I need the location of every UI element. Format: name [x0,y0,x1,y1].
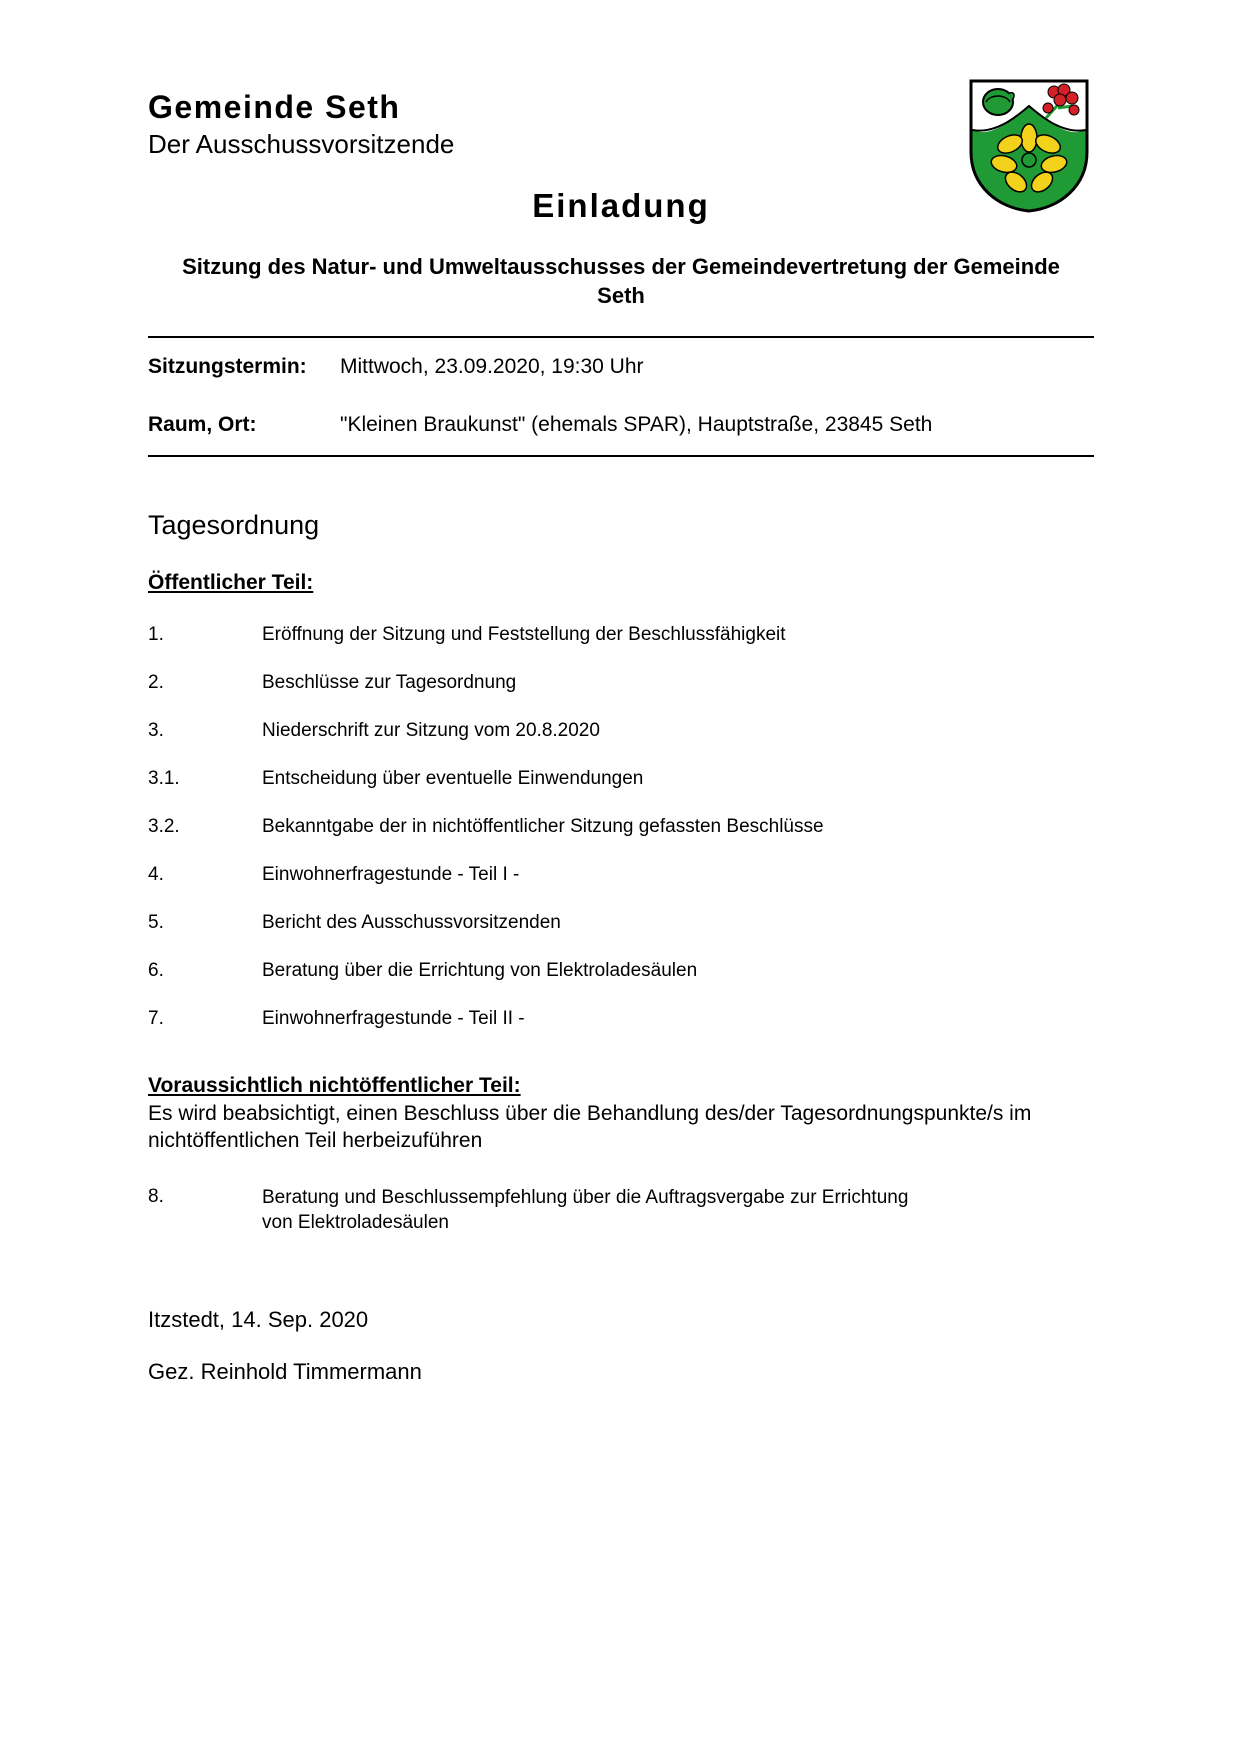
agenda-item-text: Beratung über die Errichtung von Elektroladesäulen [262,960,698,981]
acorn-icon [983,89,1014,115]
meeting-subtitle: Sitzung des Natur- und Umweltausschusses der Gemeindevertretung der Gemeinde Seth [182,254,1060,308]
meeting-place-value: "Kleinen Braukunst" (ehemals SPAR), Hauptstraße, 23845 Seth [340,413,933,436]
document-title: Einladung [532,187,710,224]
agenda-item-number: 8. [148,1186,164,1207]
agenda-item-number: 3.2. [148,816,180,837]
divider [148,336,1094,338]
sender-title: Der Ausschussvorsitzende [148,129,455,159]
agenda-heading: Tagesordnung [148,510,320,540]
meeting-date-label: Sitzungstermin: [148,355,307,378]
agenda-item-text: Einwohnerfragestunde - Teil I - [262,864,520,885]
agenda-item-number: 3. [148,720,164,741]
agenda-item-text: Entscheidung über eventuelle Einwendungen [262,768,644,789]
place-date: Itzstedt, 14. Sep. 2020 [148,1307,369,1332]
agenda-item-number: 4. [148,864,164,885]
agenda-item-text: Einwohnerfragestunde - Teil II - [262,1008,525,1029]
private-section-heading: Voraussichtlich nichtöffentlicher Teil: [148,1074,521,1097]
agenda-item-number: 6. [148,960,164,981]
agenda-item-text: Bekanntgabe der in nichtöffentlicher Sitzung gefassten Beschlüsse [262,816,824,837]
agenda-item-number: 7. [148,1008,164,1029]
agenda-item-text: Bericht des Ausschussvorsitzenden [262,912,561,933]
agenda-item-number: 2. [148,672,164,693]
public-section-heading: Öffentlicher Teil: [148,571,314,594]
private-section-note: Es wird beabsichtigt, einen Beschluss über die Behandlung des/der Tagesordnungspunkte/s im nichtöffentlichen Teil herbeizuführen [148,1102,1032,1152]
agenda-item-number: 1. [148,624,164,645]
agenda-item-number: 3.1. [148,768,180,789]
divider [148,455,1094,457]
municipality-name: Gemeinde Seth [148,89,401,125]
agenda-item-text: Beratung und Beschlussempfehlung über die Auftragsvergabe zur Errichtung von Elektroladesäulen [262,1187,909,1233]
agenda-item-text: Niederschrift zur Sitzung vom 20.8.2020 [262,720,600,741]
agenda-item-text: Beschlüsse zur Tagesordnung [262,672,517,693]
agenda-item-number: 5. [148,912,164,933]
agenda-item-text: Eröffnung der Sitzung und Feststellung der Beschlussfähigkeit [262,624,786,645]
meeting-date-value: Mittwoch, 23.09.2020, 19:30 Uhr [340,355,644,378]
meeting-place-label: Raum, Ort: [148,413,257,436]
signature: Gez. Reinhold Timmermann [148,1359,422,1384]
